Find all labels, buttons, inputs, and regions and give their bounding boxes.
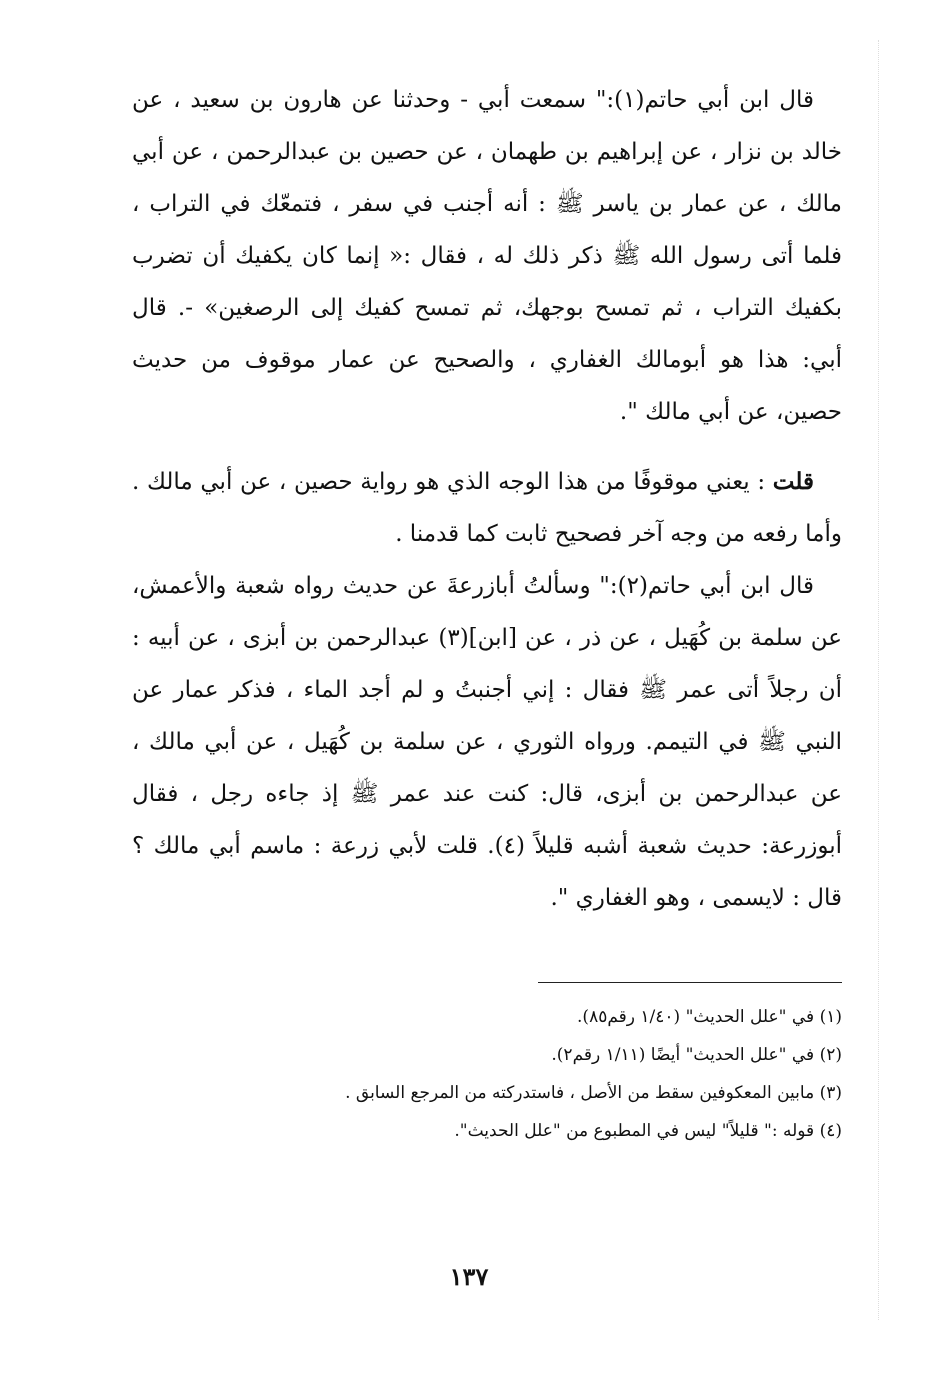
paragraph-2-block xyxy=(132,456,842,560)
page-number: ١٣٧ xyxy=(449,1262,489,1291)
footnote-4: (٤) قوله :" قليلاً" ليس في المطبوع من "علل الحديث". xyxy=(454,1121,842,1141)
paragraph-1: قال ابن أبي حاتم(١):" سمعت أبي - وحدثنا عن هارون بن سعيد ، عن خالد بن نزار ، عن إبراهيم بن طهمان ، عن حصين بن عبدالرحمن ، عن أبي مالك ، عن عمار بن ياسر ﷺ : أنه أجنب في سفر ، فتمعّك في التراب ، فلما أتى رسول الله ﷺ ذكر ذلك له ، فقال :« إنما كان يكفيك أن تضرب بكفيك التراب ، ثم تمسح بوجهك، ثم تمسح كفيك إلى الرصغين» -. قال أبي: هذا هو أبومالك الغفاري ، والصحيح عن عمار موقوف من حديث حصين، عن أبي مالك ". xyxy=(132,87,842,425)
footnote-2: (٢) في "علل الحديث" أيضًا (١/١١ رقم٢). xyxy=(551,1045,842,1065)
paragraph-1-block xyxy=(132,74,842,438)
footnote-1: (١) في "علل الحديث" (١/٤٠ رقم٨٥). xyxy=(577,1007,842,1027)
paragraph-2-text: : يعني موقوفًا من هذا الوجه الذي هو رواية حصين ، عن أبي مالك . وأما رفعه من وجه آخر فصحيح ثابت كما قدمنا . xyxy=(132,469,842,547)
footnote-separator xyxy=(538,982,842,983)
paragraph-3-block xyxy=(132,560,842,924)
paragraph-2-keyword: قلت xyxy=(772,468,814,495)
footnotes xyxy=(132,998,842,1150)
footnote-3: (٣) مابين المعكوفين سقط من الأصل ، فاستدركته من المرجع السابق . xyxy=(345,1083,842,1103)
paragraph-3: قال ابن أبي حاتم(٢):" وسألتُ أبازرعةَ عن حديث رواه شعبة والأعمش، عن سلمة بن كُهَيل ، عن ذر ، عن [ابن](٣) عبدالرحمن بن أبزى ، عن أبيه : أن رجلاً أتى عمر ﷺ فقال : إني أجنبتُ و لم أجد الماء ، فذكر عمار عن النبي ﷺ في التيمم. ورواه الثوري ، عن سلمة بن كُهَيل ، عن أبي مالك ، عن عبدالرحمن بن أبزى، قال: كنت عند عمر ﷺ إذ جاءه رجل ، فقال أبوزرعة: حديث شعبة أشبه قليلاً (٤). قلت لأبي زرعة : ماسم أبي مالك ؟ قال : لايسمى ، وهو الغفاري ". xyxy=(132,573,842,911)
scan-margin-artifact xyxy=(878,40,879,1320)
paragraph-2 xyxy=(132,456,842,560)
